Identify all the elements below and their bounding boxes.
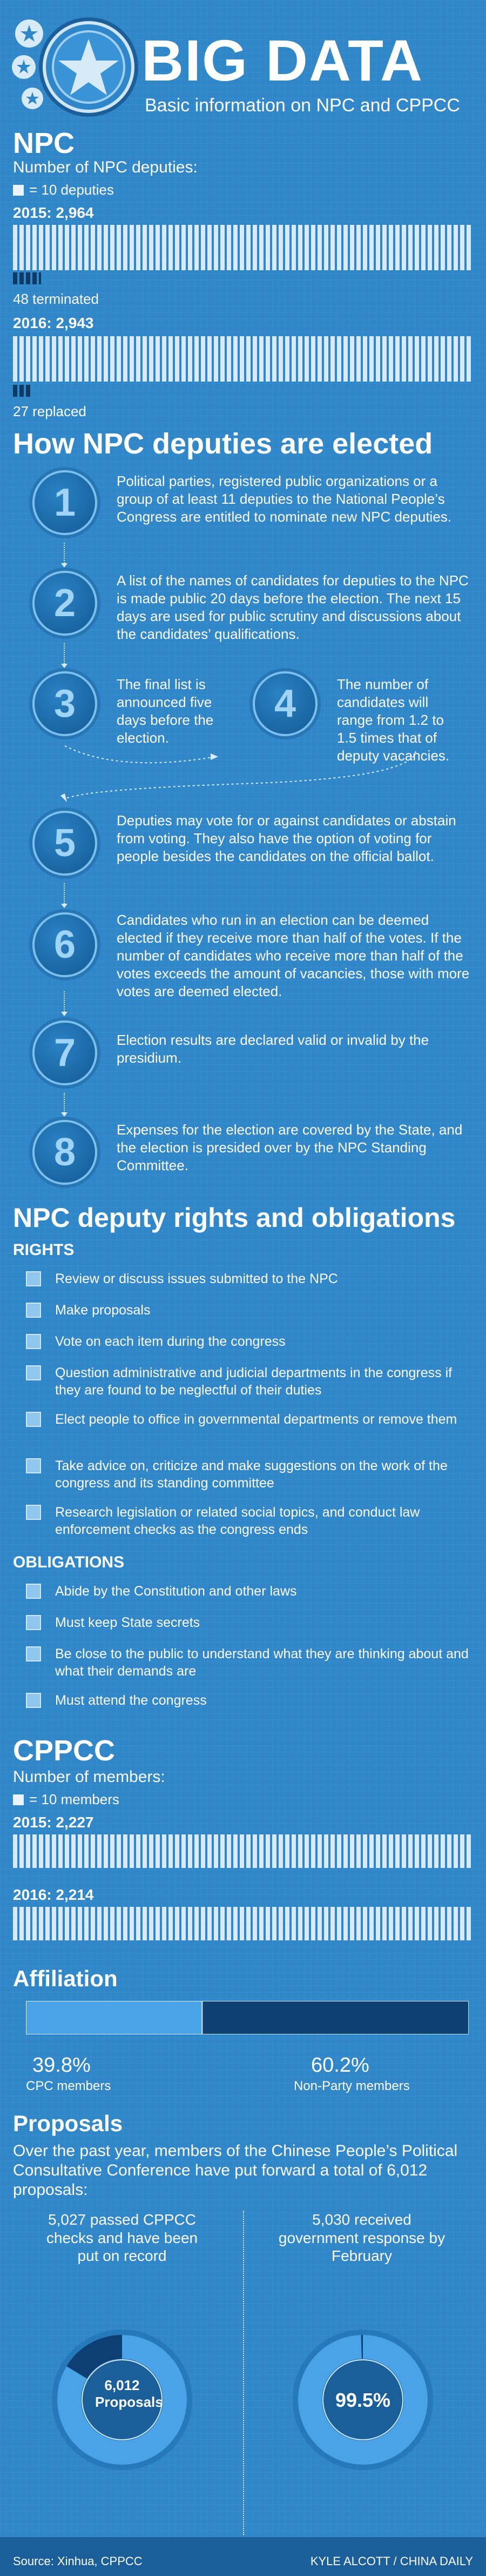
connector-arrow-icon bbox=[54, 735, 470, 805]
step-7-text: Election results are declared valid or invalid by the presidium. bbox=[117, 1032, 429, 1066]
election-heading: How NPC deputies are elected bbox=[13, 428, 433, 460]
step-4-circle: 4 bbox=[253, 671, 318, 736]
cpc-segment bbox=[26, 2001, 202, 2034]
nonparty-segment bbox=[202, 2001, 469, 2034]
cpc-label: CPC members bbox=[26, 2079, 111, 2093]
right-item-text: Vote on each item during the congress bbox=[55, 1334, 286, 1349]
affiliation-heading: Affiliation bbox=[13, 1966, 118, 1991]
obligation-item-text: Must keep State secrets bbox=[55, 1615, 200, 1630]
step-1-circle: 1 bbox=[32, 470, 97, 535]
checkbox-icon bbox=[26, 1584, 41, 1599]
legend-square-icon bbox=[13, 1794, 24, 1805]
step-1-text: Political parties, registered public organizations or a group of at least 11 deputies to the National People’s Congress are entitled to nominate new NPC deputies. bbox=[117, 473, 452, 525]
left-center-label: 6,012 Proposals bbox=[95, 2377, 163, 2411]
step-8-circle: 8 bbox=[32, 1120, 97, 1185]
step-8-text: Expenses for the election are covered by the State, and the election is presided over by the NPC Standing Committee. bbox=[117, 1122, 463, 1174]
rights-label: RIGHTS bbox=[13, 1241, 75, 1259]
step-arrow bbox=[64, 543, 65, 565]
npc-dots-2015 bbox=[13, 225, 473, 270]
right-item-text: Make proposals bbox=[55, 1303, 151, 1318]
stars-emblem-icon bbox=[8, 13, 143, 121]
npc-legend bbox=[13, 182, 114, 198]
affiliation-bar bbox=[26, 2001, 469, 2034]
npc-year-2016: 2016: 2,943 bbox=[13, 315, 94, 331]
nonparty-percent: 60.2% bbox=[311, 2054, 369, 2077]
obligations-label: OBLIGATIONS bbox=[13, 1553, 125, 1571]
step-6-text: Candidates who run in an election can be deemed elected if they receive more than half of the votes. If the number of candidates who receive more than half of the votes exceeds the amount of vacancies, those with more votes are deemed elected. bbox=[117, 912, 470, 1000]
right-item-text: Take advice on, criticize and make suggestions on the work of the congress and its standing committee bbox=[55, 1458, 448, 1491]
page-title: BIG DATA bbox=[141, 28, 423, 93]
npc-count-label: Number of NPC deputies: bbox=[13, 158, 198, 176]
cppcc-dots-2015 bbox=[13, 1834, 473, 1868]
footer bbox=[0, 2537, 486, 2576]
right-caption: 5,030 received government response by February bbox=[278, 2211, 446, 2265]
step-arrow bbox=[64, 883, 65, 906]
cppcc-count-label: Number of members: bbox=[13, 1768, 165, 1786]
proposals-intro: Over the past year, members of the Chinese People’s Political Consultative Conference have put forward a total of 6,012 proposals: bbox=[13, 2142, 458, 2199]
step-arrow bbox=[64, 1093, 65, 1115]
step-arrow bbox=[64, 643, 65, 666]
right-item-text: Review or discuss issues submitted to the NPC bbox=[55, 1271, 338, 1286]
source-text: Source: Xinhua, CPPCC bbox=[13, 2554, 143, 2568]
npc-legend-text: = 10 deputies bbox=[29, 182, 114, 198]
cppcc-legend bbox=[13, 1791, 119, 1808]
page-subtitle: Basic information on NPC and CPPCC bbox=[145, 95, 460, 116]
cppcc-legend-text: = 10 members bbox=[29, 1791, 119, 1807]
cppcc-heading: CPPCC bbox=[13, 1734, 116, 1767]
step-3-circle: 3 bbox=[32, 671, 97, 736]
npc-terminated-marks bbox=[13, 272, 41, 284]
checkbox-icon bbox=[26, 1458, 41, 1473]
right-item-text: Research legislation or related social topics, and conduct law enforcement checks as the congress ends bbox=[55, 1505, 420, 1537]
obligation-item-text: Abide by the Constitution and other laws bbox=[55, 1584, 297, 1599]
checkbox-icon bbox=[26, 1271, 41, 1286]
step-5-text: Deputies may vote for or against candidates or abstain from voting. They also have the option of voting for people besides the candidates on the official ballot. bbox=[117, 812, 456, 865]
right-item-text: Question administrative and judicial departments in the congress if they are found to be neglectful of their duties bbox=[55, 1365, 453, 1398]
checkbox-icon bbox=[26, 1303, 41, 1318]
step-2-circle: 2 bbox=[32, 571, 97, 636]
npc-terminated-label: 48 terminated bbox=[13, 291, 99, 307]
obligation-item-text: Be close to the public to understand what they are thinking about and what their demands are bbox=[55, 1646, 469, 1679]
obligation-item-text: Must attend the congress bbox=[55, 1693, 207, 1708]
legend-square-icon bbox=[13, 185, 24, 196]
proposals-heading: Proposals bbox=[13, 2111, 123, 2136]
checkbox-icon bbox=[26, 1615, 41, 1630]
npc-dots-2016 bbox=[13, 336, 473, 382]
step-7-circle: 7 bbox=[32, 1020, 97, 1085]
step-5-circle: 5 bbox=[32, 811, 97, 876]
step-arrow bbox=[64, 991, 65, 1014]
checkbox-icon bbox=[26, 1693, 41, 1708]
npc-year-2015: 2015: 2,964 bbox=[13, 204, 94, 221]
credit-text: KYLE ALCOTT / CHINA DAILY bbox=[310, 2554, 473, 2568]
proposals-divider bbox=[243, 2211, 244, 2535]
cpc-percent: 39.8% bbox=[32, 2054, 91, 2077]
cppcc-year-2016: 2016: 2,214 bbox=[13, 1886, 94, 1903]
cppcc-dots-2016 bbox=[13, 1907, 473, 1940]
left-caption: 5,027 passed CPPCC checks and have been put on record bbox=[46, 2211, 198, 2265]
checkbox-icon bbox=[26, 1505, 41, 1520]
npc-replaced-label: 27 replaced bbox=[13, 403, 86, 419]
npc-heading: NPC bbox=[13, 127, 75, 159]
checkbox-icon bbox=[26, 1334, 41, 1349]
right-item-text: Elect people to office in governmental departments or remove them bbox=[55, 1412, 457, 1427]
cppcc-year-2015: 2015: 2,227 bbox=[13, 1814, 94, 1831]
npc-replaced-marks bbox=[13, 385, 32, 397]
checkbox-icon bbox=[26, 1646, 41, 1661]
rights-heading: NPC deputy rights and obligations bbox=[13, 1203, 456, 1233]
header bbox=[0, 0, 486, 135]
right-center-label: 99.5% bbox=[335, 2389, 391, 2411]
checkbox-icon bbox=[26, 1412, 41, 1427]
step-6-circle: 6 bbox=[32, 912, 97, 977]
step-4-text: The number of candidates will range from 1.2 to 1.5 times that of deputy vacancies. bbox=[337, 676, 450, 764]
step-3-text: The final list is announced five days before the election. bbox=[117, 676, 214, 746]
step-2-text: A list of the names of candidates for deputies to the NPC is made public 20 days before the election. The next 15 days are used for public scrutiny and discussions about the candidates’ qualifications. bbox=[117, 572, 469, 643]
checkbox-icon bbox=[26, 1365, 41, 1380]
nonparty-label: Non-Party members bbox=[294, 2079, 410, 2093]
